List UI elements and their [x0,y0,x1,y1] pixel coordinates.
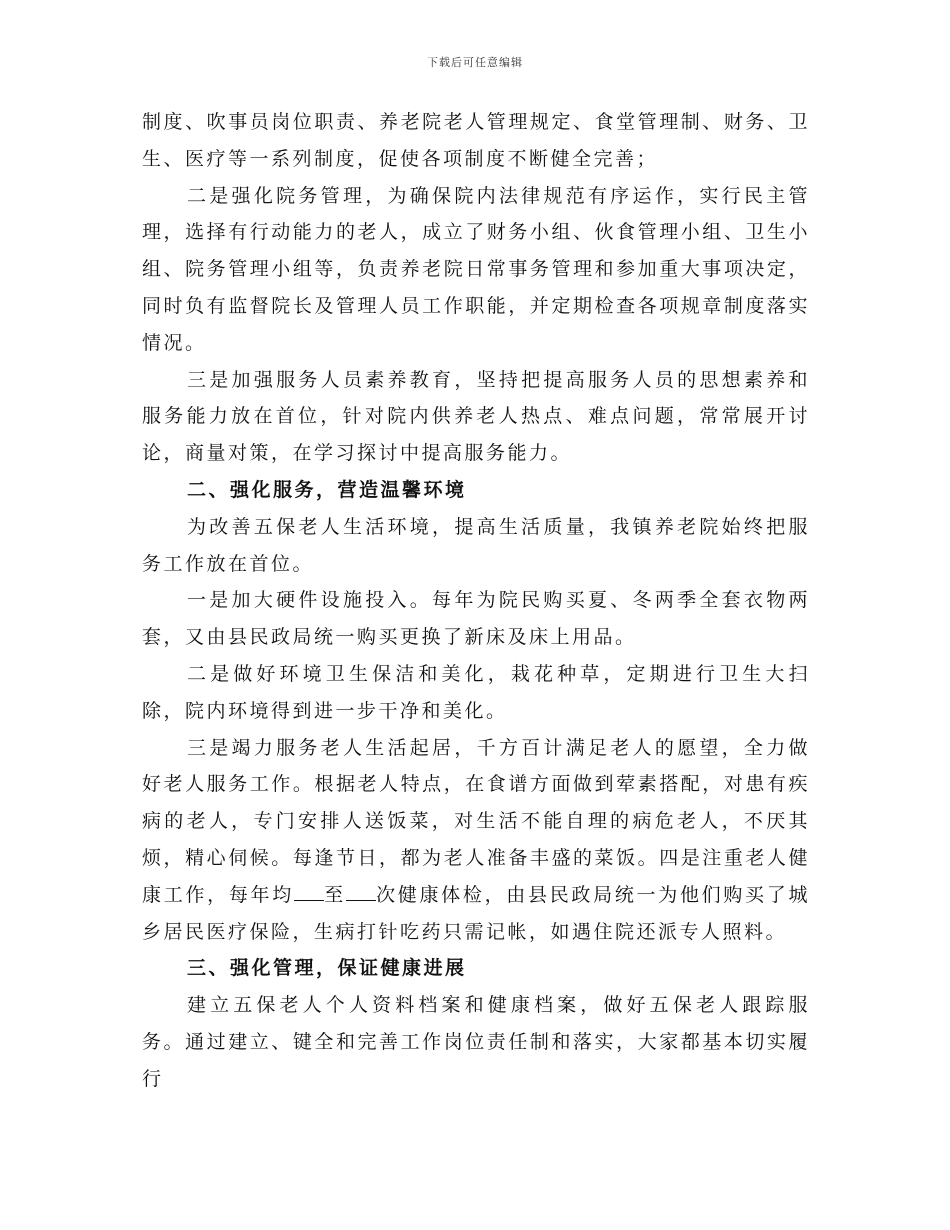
paragraph [142,730,810,951]
paragraph: 为改善五保老人生活环境，提高生活质量，我镇养老院始终把服务工作放在首位。 [142,515,810,575]
paragraph-text: 至 [323,883,346,906]
paragraph: 三是加强服务人员素养教育，坚持把提高服务人员的思想素养和服务能力放在首位，针对院内供养老人热点、难点问题，常常展开讨论，商量对策，在学习探讨中提高服务能力。 [142,368,810,465]
fill-blank [346,882,376,901]
paragraph: 建立五保老人个人资料档案和健康档案，做好五保老人跟踪服务。通过建立、键全和完善工作岗位责任制和落实，大家都基本切实履行 [142,994,810,1090]
paragraph: 一是加大硬件设施投入。每年为院民购买夏、冬两季全套衣物两套，又由县民政局统一购买更换了新床及床上用品。 [142,589,810,649]
paragraph: 二是做好环境卫生保洁和美化，栽花种草，定期进行卫生大扫除，院内环境得到进一步干净和美化。 [142,662,810,722]
header-note: 下载后可任意编辑 [427,56,523,69]
section-heading-2: 二、强化服务，营造温馨环境 [187,478,467,501]
paragraph: 制度、吹事员岗位职责、养老院老人管理规定、食堂管理制、财务、卫生、医疗等一系列制度，促使各项制度不断健全完善； [142,111,810,170]
paragraph-text: 次健康体检，由县民政局统一为他们购买了城乡居民医疗保险，生病打针吃药只需记帐，如遇住院还派专人照料。 [142,883,810,943]
document-body [142,104,810,1098]
paragraph-text: 三是竭力服务老人生活起居，千方百计满足老人的愿望，全力做好老人服务工作。根据老人特点，在食谱方面做到荤素搭配，对患有疾病的老人，专门安排人送饭菜，对生活不能自理的病危老人，不厌其烦，精心伺候。每逢节日，都为老人准备丰盛的菜饭。四是注重老人健康工作，每年均 [142,736,810,906]
section-heading-3: 三、强化管理，保证健康进展 [187,957,467,980]
fill-blank [294,882,324,901]
paragraph: 二是强化院务管理，为确保院内法律规范有序运作，实行民主管理，选择有行动能力的老人，成立了财务小组、伙食管理小组、卫生小组、院务管理小组等，负责养老院日常事务管理和参加重大事项决定，同时负有监督院长及管理人员工作职能，并定期检查各项规章制度落实情况。 [142,184,810,354]
